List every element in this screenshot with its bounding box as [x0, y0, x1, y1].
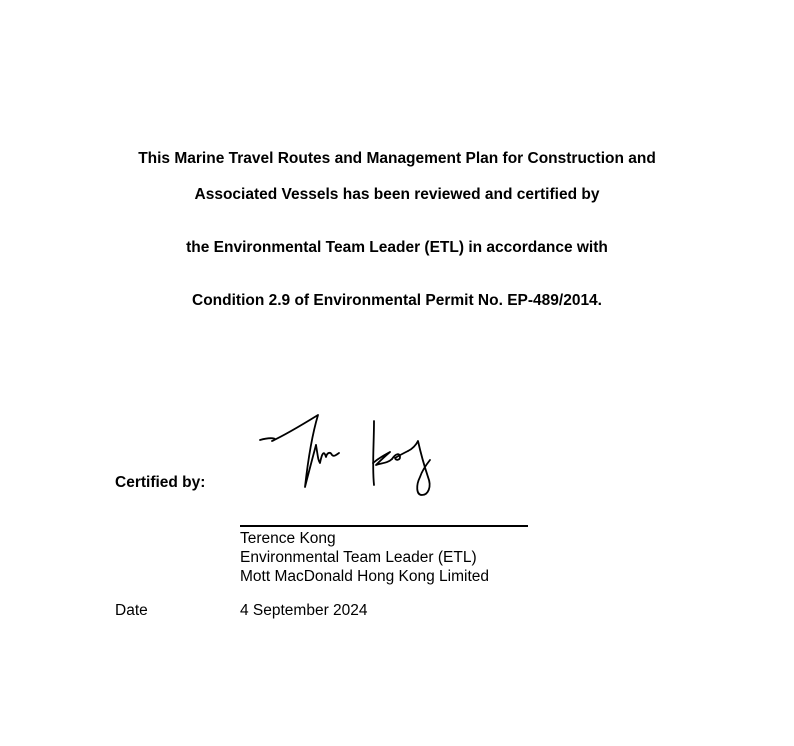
signatory-block	[240, 529, 489, 586]
date-value: 4 September 2024	[240, 602, 368, 619]
certified-by-label: Certified by:	[115, 474, 206, 491]
signatory-company: Mott MacDonald Hong Kong Limited	[240, 568, 489, 585]
signatory-name: Terence Kong	[240, 530, 336, 547]
statement-line-3: the Environmental Team Leader (ETL) in accordance with	[186, 239, 608, 256]
signature-icon	[250, 405, 450, 505]
signature-line	[240, 525, 528, 527]
statement-line-4: Condition 2.9 of Environmental Permit No. EP-489/2014.	[192, 292, 602, 309]
statement-line-2: Associated Vessels has been reviewed and certified by	[194, 186, 600, 203]
signatory-title: Environmental Team Leader (ETL)	[240, 549, 477, 566]
date-label: Date	[115, 602, 148, 619]
statement-line-1: This Marine Travel Routes and Management Plan for Construction and	[138, 150, 656, 167]
